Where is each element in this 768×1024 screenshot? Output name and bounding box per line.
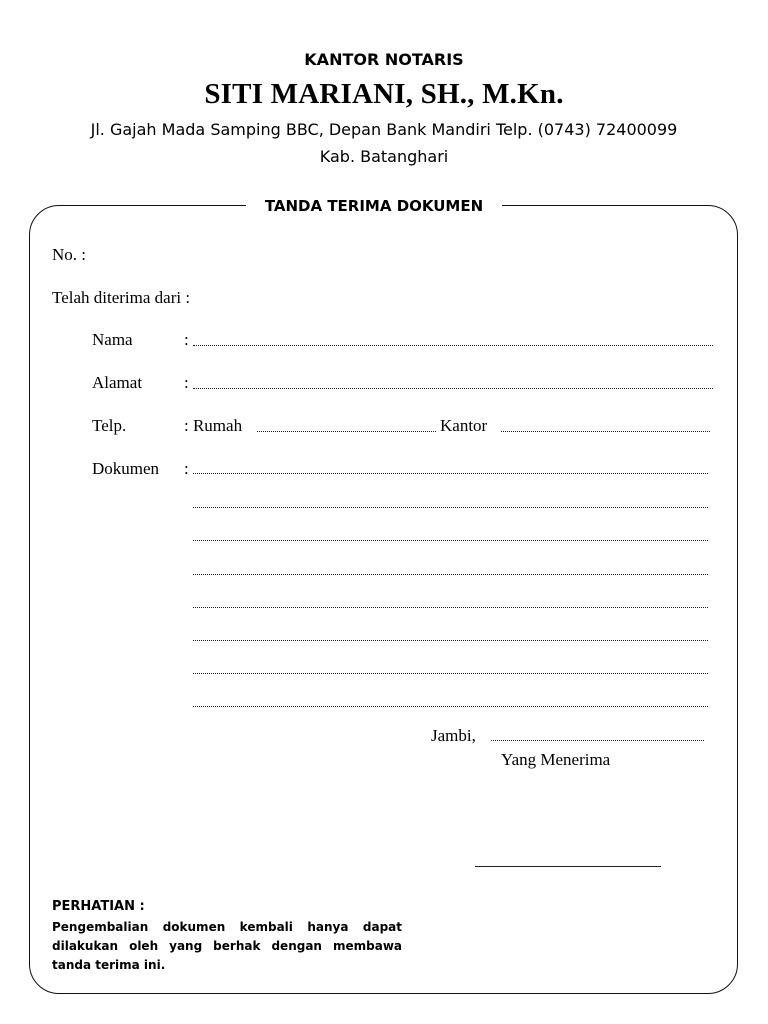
office-label: KANTOR NOTARIS: [304, 50, 464, 69]
number-label: No. :: [52, 245, 86, 264]
city-line: Kab. Batanghari: [319, 147, 449, 166]
signature-line[interactable]: [475, 866, 661, 867]
documents-field-line[interactable]: [193, 540, 708, 541]
phone-home-label: : Rumah: [184, 416, 243, 435]
address-label: Alamat: [92, 373, 143, 392]
address-colon: :: [184, 373, 189, 392]
documents-colon: :: [184, 459, 189, 478]
address-line: Jl. Gajah Mada Samping BBC, Depan Bank Mandiri Telp. (0743) 72400099: [90, 120, 678, 139]
documents-label: Dokumen: [92, 459, 160, 478]
date-field[interactable]: [491, 740, 704, 741]
phone-home-field[interactable]: [257, 431, 436, 432]
documents-field-line[interactable]: [193, 673, 708, 674]
documents-field-line[interactable]: [193, 607, 708, 608]
received-from-label: Telah diterima dari :: [52, 288, 191, 307]
form-title: TANDA TERIMA DOKUMEN: [246, 196, 502, 216]
receiver-label: Yang Menerima: [501, 750, 611, 769]
documents-field-line[interactable]: [193, 640, 708, 641]
documents-field-line[interactable]: [193, 706, 708, 707]
documents-field-line[interactable]: [193, 574, 708, 575]
notary-name: SITI MARIANI, SH., M.Kn.: [204, 78, 564, 110]
documents-field-line[interactable]: [193, 507, 708, 508]
name-colon: :: [184, 330, 189, 349]
place-label: Jambi,: [431, 726, 476, 745]
notice-text: Pengembalian dokumen kembali hanya dapat dilakukan oleh yang berhak dengan membawa tanda terima ini.: [52, 920, 402, 972]
notice-title: PERHATIAN :: [52, 899, 145, 914]
phone-office-field[interactable]: [501, 431, 710, 432]
receipt-form-frame: [29, 205, 738, 994]
documents-field-line[interactable]: [193, 473, 708, 474]
name-label: Nama: [92, 330, 133, 349]
address-field[interactable]: [193, 388, 713, 389]
phone-office-label: Kantor: [440, 416, 488, 435]
name-field[interactable]: [193, 345, 713, 346]
phone-label: Telp.: [92, 416, 127, 435]
